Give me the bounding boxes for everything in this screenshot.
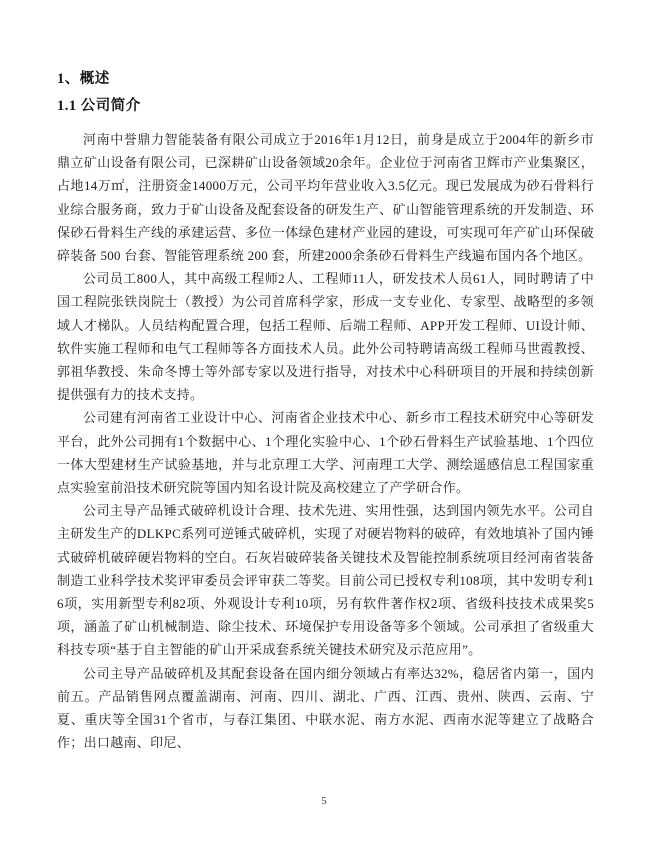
body-paragraph-products-patents: 公司主导产品锤式破碎机设计合理、技术先进、实用性强，达到国内领先水平。公司自主研发生产的DLKPC系列可逆锤式破碎机，实现了对硬岩物料的破碎，有效地填补了国内锤式破碎机破碎硬岩物料的空白。石灰岩破碎装备关键技术及智能控制系统项目经河南省装备制造工业科学技术奖评审委员会评审获二等奖。目前公司已授权专利108项，其中发明专利16项，实用新型专利82项、外观设计专利10项，另有软件著作权2项、省级科技技术成果奖5项，涵盖了矿山机械制造、除尘技术、环境保护专用设备等多个领域。公司承担了省级重大科技专项“基于自主智能的矿山开采成套系统关键技术研究及示范应用”。 xyxy=(57,503,594,658)
body-paragraph-company-intro: 河南中誉鼎力智能装备有限公司成立于2016年1月12日，前身是成立于2004年的新乡市鼎立矿山设备有限公司，已深耕矿山设备领域20余年。企业位于河南省卫辉市产业集聚区，占地14万㎡，注册资金14000万元，公司平均年营业收入3.5亿元。现已发展成为砂石骨料行业综合服务商，致力于矿山设备及配套设备的研发生产、矿山智能管理系统的开发制造、环保砂石骨料生产线的承建运营、多位一体绿色建材产业园的建设，可实现可年产矿山环保破碎装备 500 台套、智能管理系统 200 套，所建2000余条砂石骨料生产线遍布国内各个地区。 xyxy=(57,132,594,264)
document-content xyxy=(57,70,594,754)
section-heading: 1、概述 xyxy=(57,71,110,87)
subsection-heading: 1.1 公司简介 xyxy=(57,98,141,114)
body-paragraph-staff: 公司员工800人，其中高级工程师2人、工程师11人，研发技术人员61人，同时聘请了中国工程院张铁岗院士（教授）为公司首席科学家，形成一支专业化、专家型、战略型的多领域人才梯队。人员结构配置合理，包括工程师、后端工程师、APP开发工程师、UI设计师、软件实施工程师和电气工程师等各方面技术人员。此外公司特聘请高级工程师马世霞教授、郭祖华教授、朱命冬博士等外部专家以及进行指导，对技术中心科研项目的开展和持续创新提供强有力的技术支持。 xyxy=(57,271,594,403)
body-paragraph-research-platforms: 公司建有河南省工业设计中心、河南省企业技术中心、新乡市工程技术研究中心等研发平台，此外公司拥有1个数据中心、1个理化实验中心、1个砂石骨料生产试验基地、1个四位一体大型建材生产试验基地，并与北京理工大学、河南理工大学、测绘遥感信息工程国家重点实验室前沿技术研究院等国内知名设计院及高校建立了产学研合作。 xyxy=(57,410,594,496)
body-paragraph-market-share: 公司主导产品破碎机及其配套设备在国内细分领域占有率达32%，稳居省内第一，国内前五。产品销售网点覆盖湖南、河南、四川、湖北、广西、江西、贵州、陕西、云南、宁夏、重庆等全国31个省市，与春江集团、中联水泥、南方水泥、西南水泥等建立了战略合作；出口越南、印尼、 xyxy=(57,665,594,751)
page-number: 5 xyxy=(321,795,327,807)
